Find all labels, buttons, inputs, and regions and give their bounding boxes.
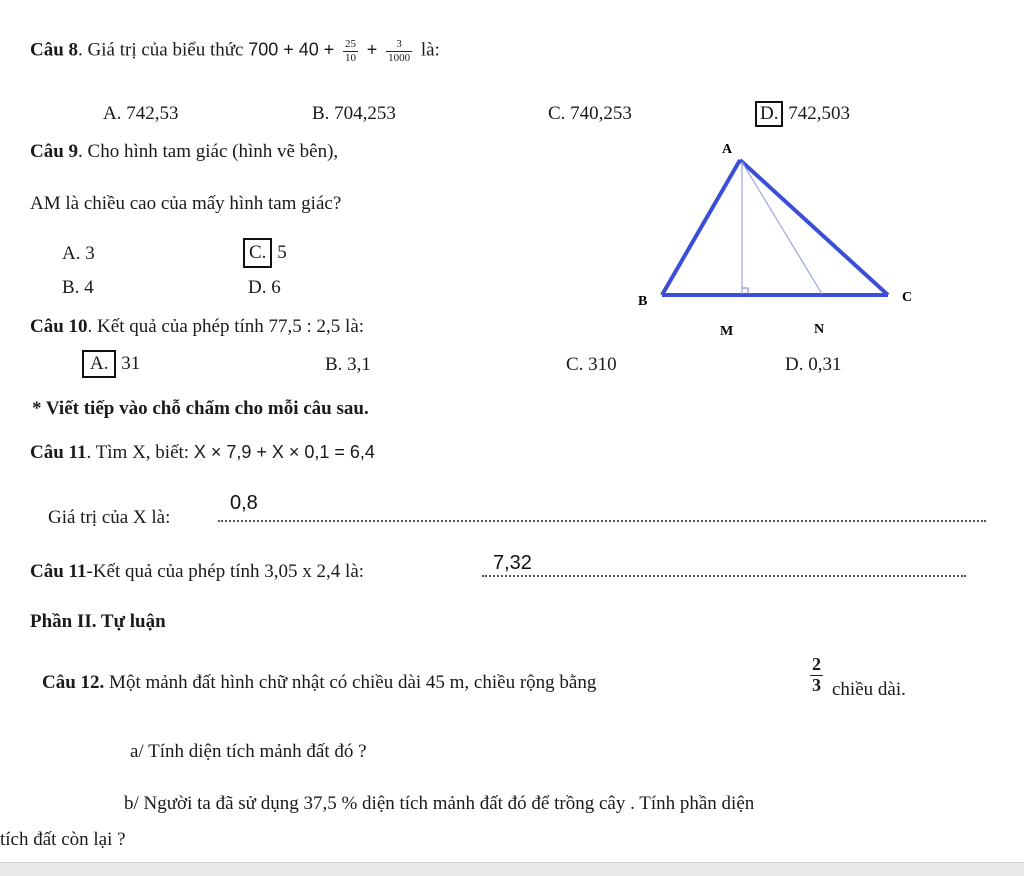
q8-frac1: $\frac{25}{10}$ bbox=[345, 38, 357, 64]
q9-option-a: A. 3 bbox=[62, 243, 95, 264]
q8-frac2: $\frac{3}{1000}$ bbox=[388, 38, 411, 64]
q8-option-d bbox=[755, 101, 850, 127]
q12-text-end: chiều dài. bbox=[832, 679, 906, 700]
q8-answer-value: 742,503 bbox=[788, 103, 850, 124]
q8-option-a: A. 742,53 bbox=[103, 103, 179, 124]
q11-answer-line bbox=[218, 508, 986, 522]
q9-line1 bbox=[30, 142, 338, 161]
q9-label: Câu 9 bbox=[30, 141, 79, 162]
q10-answer-value: 31 bbox=[121, 353, 141, 374]
side-ab bbox=[662, 160, 740, 295]
label-b: B bbox=[638, 294, 648, 309]
q9-option-b: B. 4 bbox=[62, 277, 94, 298]
q8-text-after: là: bbox=[420, 39, 440, 61]
q12-label: Câu 12. bbox=[42, 672, 105, 693]
q11-prompt: Giá trị của X là: bbox=[48, 507, 171, 528]
label-c: C bbox=[902, 290, 913, 305]
label-m: M bbox=[720, 324, 734, 339]
section-fill-heading: * Viết tiếp vào chỗ chấm cho mỗi câu sau. bbox=[32, 398, 369, 419]
q12-part-a: a/ Tính diện tích mảnh đất đó ? bbox=[130, 741, 367, 762]
q10-line bbox=[30, 317, 364, 336]
segment-an bbox=[742, 162, 822, 294]
part2-heading: Phần II. Tự luận bbox=[30, 611, 166, 632]
q11-line bbox=[30, 443, 375, 462]
q10-label: Câu 10 bbox=[30, 316, 88, 337]
q11b-answer-line bbox=[482, 563, 966, 577]
label-n: N bbox=[814, 322, 825, 337]
q10-option-c: C. 310 bbox=[566, 354, 617, 375]
q11-label: Câu 11 bbox=[30, 442, 87, 463]
bottom-border bbox=[0, 862, 1024, 876]
q10-text: . Kết quả của phép tính 77,5 : 2,5 là: bbox=[87, 316, 365, 337]
q9-option-c bbox=[243, 238, 287, 268]
q11-equation: X × 7,9 + X × 0,1 = 6,4 bbox=[193, 442, 375, 462]
q12-text: Một mảnh đất hình chữ nhật có chiều dài 45 m, chiều rộng bằng bbox=[109, 672, 597, 693]
q10-answer-box: A. bbox=[82, 350, 116, 378]
q9-answer-box: C. bbox=[243, 238, 272, 268]
q10-option-a bbox=[82, 350, 140, 378]
q12-line bbox=[42, 673, 596, 692]
q8-plus: + bbox=[366, 39, 378, 60]
q9-text: . Cho hình tam giác (hình vẽ bên), bbox=[78, 141, 339, 162]
label-a: A bbox=[722, 142, 733, 157]
q9-option-d: D. 6 bbox=[248, 277, 281, 298]
q12-fraction: $\frac{2}{3}$ bbox=[812, 654, 821, 695]
q8-option-b: B. 704,253 bbox=[312, 103, 396, 124]
q8-answer-box: D. bbox=[755, 101, 783, 127]
q8-expr: 700 + 40 + bbox=[248, 39, 335, 60]
q11-text: . Tìm X, biết: bbox=[86, 442, 190, 463]
q8-text: . Giá trị của biểu thức bbox=[78, 39, 244, 61]
q11b-line: Câu 11-Kết quả của phép tính 3,05 x 2,4 là: bbox=[30, 561, 365, 582]
triangle-figure bbox=[630, 135, 920, 345]
q12-part-b-line2: tích đất còn lại ? bbox=[0, 829, 126, 850]
q11b-text: Kết quả của phép tính 3,05 x 2,4 là: bbox=[92, 561, 365, 582]
q11b-handwritten-answer: 7,32 bbox=[493, 552, 532, 574]
q8-option-c: C. 740,253 bbox=[548, 103, 632, 124]
q9-line2: AM là chiều cao của mấy hình tam giác? bbox=[30, 193, 342, 214]
q11b-label: Câu 11 bbox=[30, 561, 87, 582]
q12-part-b-line1: b/ Người ta đã sử dụng 37,5 % diện tích mảnh đất đó để trồng cây . Tính phần diện bbox=[124, 793, 755, 814]
q10-option-d: D. 0,31 bbox=[785, 354, 842, 375]
q8-line bbox=[30, 38, 440, 64]
side-ac bbox=[740, 160, 888, 295]
q10-option-b: B. 3,1 bbox=[325, 354, 371, 375]
q11-handwritten-answer: 0,8 bbox=[230, 492, 258, 514]
q9-answer-value: 5 bbox=[277, 242, 287, 263]
q8-label: Câu 8 bbox=[30, 39, 79, 61]
